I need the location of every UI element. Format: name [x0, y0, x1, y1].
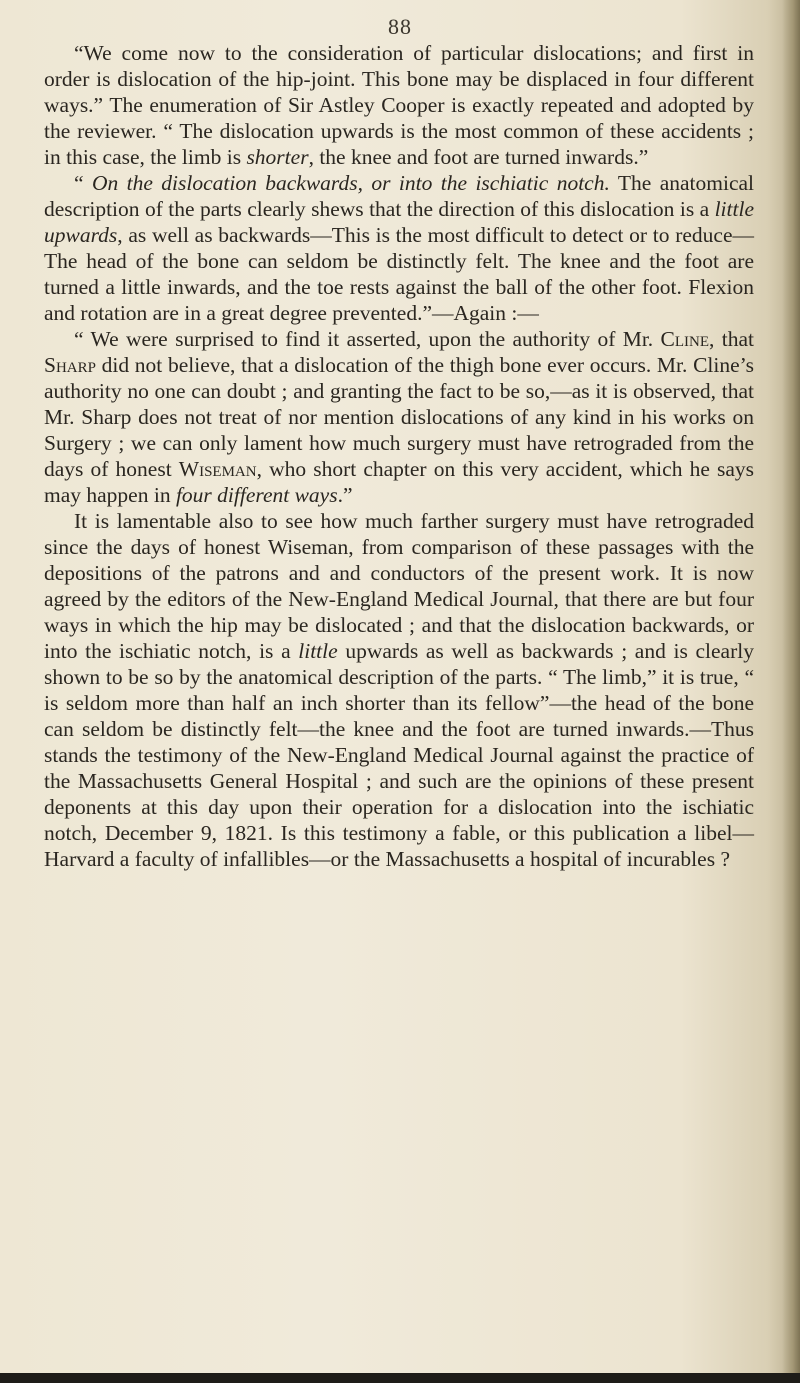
- page-edge-shadow: [782, 0, 800, 1383]
- text-run: .”: [337, 483, 353, 507]
- italic-run: shorter: [246, 145, 309, 169]
- text-run: It is lamentable also to see how much farther surgery must have retrograded since the days of honest Wiseman, from comparison of these passages with the depositions of the patrons and and conductors of the present work. It is now agreed by the editors of the New-England Medical Journal, that there are but four ways in which the hip may be dislocated ; and that the dislocation backwards, or into the ischiatic notch, is a: [44, 509, 754, 663]
- text-run: upwards as well as backwards ; and is clearly shown to be so by the anatomical description of the parts. “ The limb,” it is true, “ is seldom more than half an inch shorter than its fellow”—the head of the bone can seldom be distinctly felt—the knee and the foot are turned inwards.—Thus stands the testimony of the New-England Medical Journal against the practice of the Massachusetts General Hospital ; and such are the opinions of these present deponents at this day upon their operation for a dislocation into the ischiatic notch, December 9, 1821. Is this testimony a fable, or this publication a libel—Harvard a faculty of infallibles—or the Massachusetts a hospital of incurables ?: [44, 639, 754, 871]
- text-run: “ We were surprised to find it asserted, upon the authority of Mr.: [74, 327, 661, 351]
- text-run: did not believe, that a dislocation of the thigh bone ever occurs. Mr. Cline’s authority no one can doubt ; and granting the fact to be so,—as it is observed, that Mr. Sharp does not treat of nor mention dislocations of any kind in his works on Surgery ; we can only lament how much surgery must have retrograded from the days of honest: [44, 353, 754, 481]
- text-run: , as well as backwards—This is the most difficult to detect or to reduce—The head of the bone can seldom be distinctly felt. The knee and the foot are turned a little inwards, and the toe rests against the ball of the other foot. Flexion and rotation are in a great degree prevented.”—Again :—: [44, 223, 754, 325]
- smallcaps-run: Cline: [660, 327, 710, 351]
- paragraph-lamentable: [44, 508, 754, 872]
- page-bottom-edge: [0, 1373, 800, 1383]
- italic-run: On the dislocation backwards, or into the ischiatic notch.: [91, 171, 610, 195]
- text-run: “: [74, 171, 92, 195]
- paragraph-hip-joint: [44, 40, 754, 170]
- smallcaps-run: Sharp: [44, 353, 96, 377]
- paragraph-dislocation-backwards: [44, 170, 754, 326]
- text-run: , who short chapter on this very accident, which he says may happen in: [44, 457, 754, 507]
- text-run: The anatomical description of the parts clearly shews that the direction of this dislocation is a: [44, 171, 755, 221]
- paragraph-cline-sharp: [44, 326, 754, 508]
- italic-run: little: [298, 639, 338, 663]
- italic-run: little upwards: [44, 197, 754, 247]
- page-number: 88: [388, 14, 412, 39]
- smallcaps-run: Wiseman: [178, 457, 257, 481]
- italic-run: four different ways: [175, 483, 338, 507]
- text-run: , the knee and foot are turned inwards.”: [308, 145, 649, 169]
- body-text: [44, 40, 754, 872]
- text-run: , that: [709, 327, 754, 351]
- text-run: “We come now to the consideration of particular dislocations; and first in order is dislocation of the hip-joint. This bone may be displaced in four different ways.” The enumeration of Sir Astley Cooper is exactly repeated and adopted by the reviewer. “ The dislocation upwards is the most common of these accidents ; in this case, the limb is: [44, 41, 754, 169]
